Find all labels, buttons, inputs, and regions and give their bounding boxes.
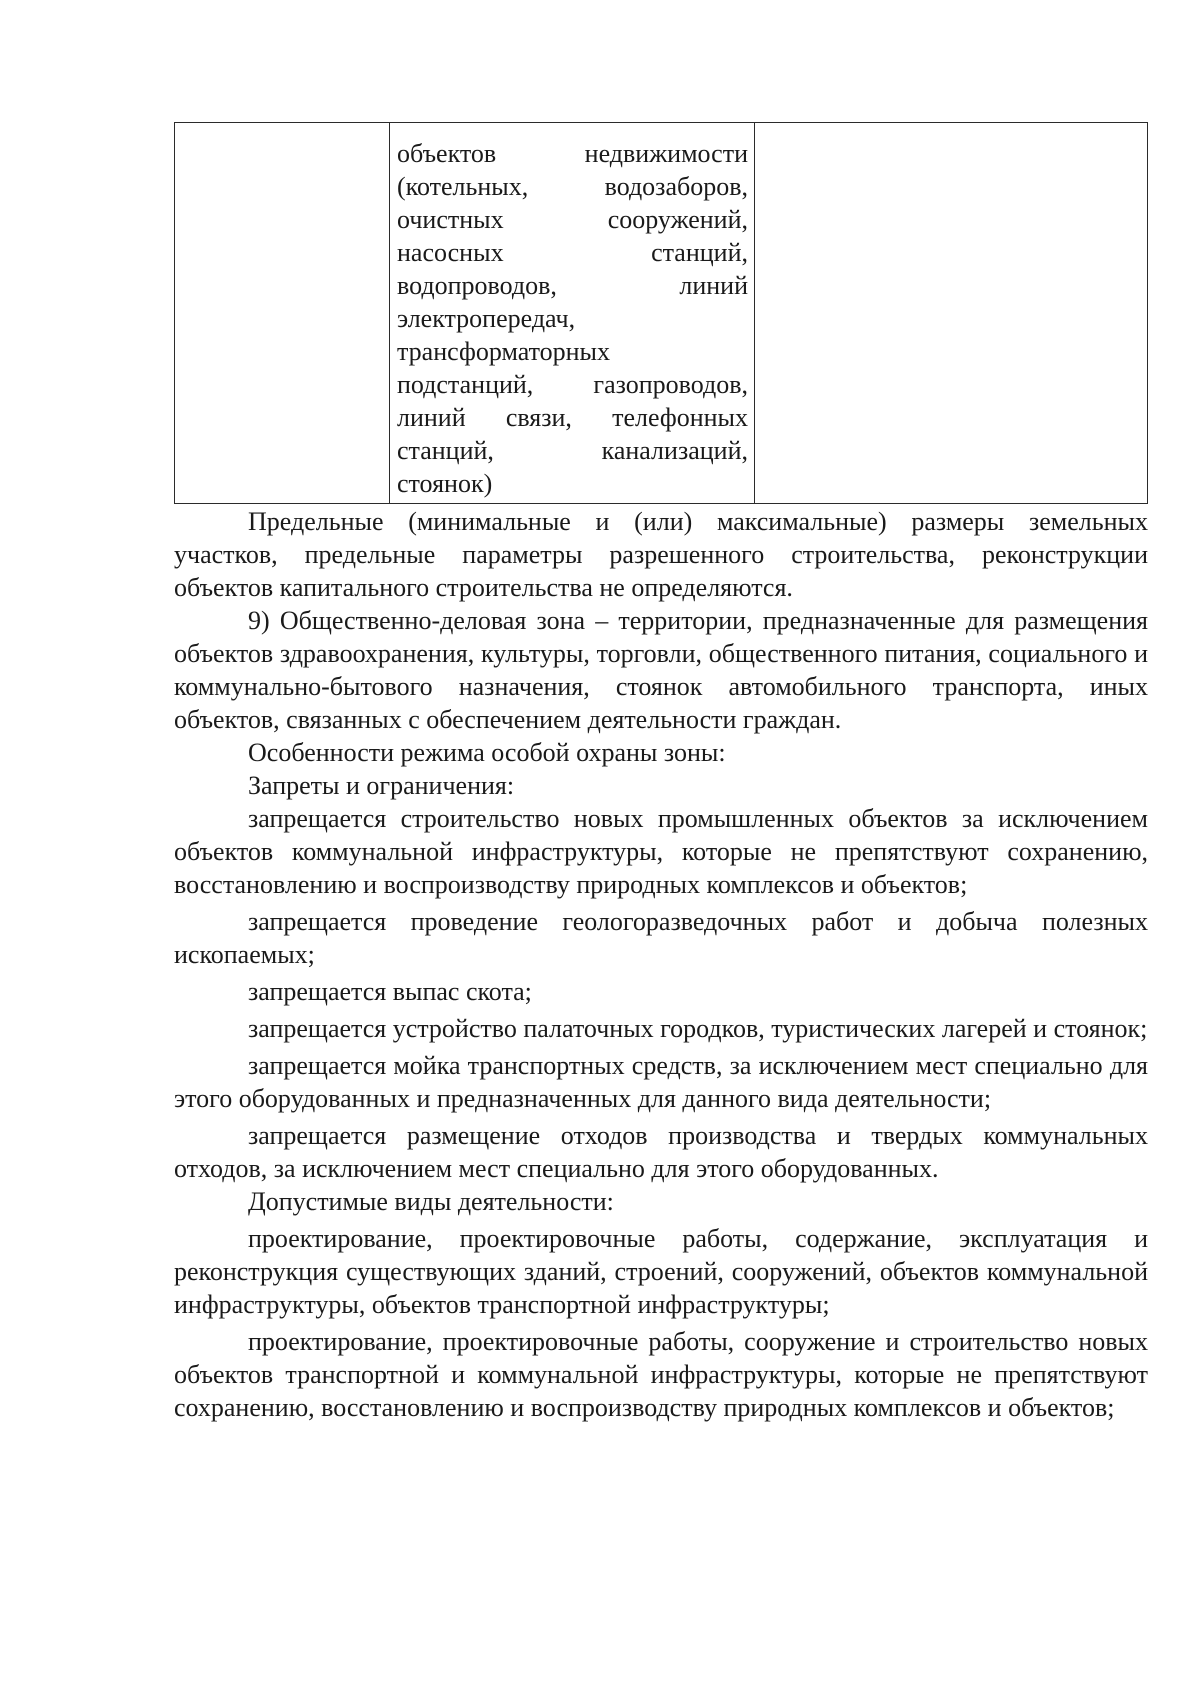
table-cell-word: насосных	[397, 238, 504, 267]
table-cell-line	[397, 137, 748, 170]
paragraph-permitted-construction: проектирование, проектировочные работы, сооружение и строительство новых объектов транспортной и коммунальной инфраструктуры, которые не препятствуют сохранению, восстановлению и воспроизводству природных комплексов и объектов;	[174, 1327, 1148, 1422]
table-cell-word: водозаборов,	[604, 172, 748, 201]
table-cell-word: газопроводов,	[593, 370, 748, 399]
table-cell-word: линий	[397, 403, 466, 432]
table-cell-line	[397, 269, 748, 302]
table-cell-word: очистных	[397, 205, 504, 234]
table-cell-word: объектов	[397, 139, 497, 168]
zone-table	[174, 122, 1148, 504]
table-cell-word: станций,	[397, 436, 494, 465]
table-cell-line	[397, 335, 748, 368]
table-cell-line	[397, 302, 748, 335]
table-cell-objects	[390, 123, 755, 504]
table-cell-line	[397, 467, 748, 500]
table-cell-word: линий	[679, 271, 748, 300]
table-cell-word: недвижимости	[584, 139, 748, 168]
paragraph-prohibition-waste: запрещается размещение отходов производства и твердых коммунальных отходов, за исключением мест специально для этого оборудованных.	[174, 1121, 1148, 1183]
paragraph-prohibition-geology: запрещается проведение геологоразведочных работ и добыча полезных ископаемых;	[174, 907, 1148, 969]
table-cell-word: трансформаторных	[397, 337, 610, 366]
table-cell-word: канализаций,	[601, 436, 748, 465]
table-cell-word: станций,	[651, 238, 748, 267]
table-cell-line	[397, 401, 748, 434]
table-cell-line	[397, 434, 748, 467]
table-cell-text	[397, 137, 748, 500]
table-cell-word: электропередач,	[397, 304, 576, 333]
paragraph-protection-regime-heading: Особенности режима особой охраны зоны:	[248, 738, 726, 767]
paragraph-permitted-maintenance: проектирование, проектировочные работы, содержание, эксплуатация и реконструкция существующих зданий, строений, сооружений, объектов коммунальной инфраструктуры, объектов транспортной инфраструктуры;	[174, 1224, 1148, 1319]
table-cell-line	[397, 170, 748, 203]
table-row	[175, 123, 1148, 504]
table-cell-word: сооружений,	[607, 205, 748, 234]
paragraph-zone-9-definition: 9) Общественно-деловая зона – территории, предназначенные для размещения объектов здравоохранения, культуры, торговли, общественного питания, социального и коммунально-бытового назначения, стоянок автомобильного транспорта, иных объектов, связанных с обеспечением деятельности граждан.	[174, 606, 1148, 734]
table-cell-word: водопроводов,	[397, 271, 557, 300]
paragraph-prohibition-grazing: запрещается выпас скота;	[248, 977, 532, 1006]
table-cell-line	[397, 368, 748, 401]
paragraph-size-limits: Предельные (минимальные и (или) максимальные) размеры земельных участков, предельные параметры разрешенного строительства, реконструкции объектов капитального строительства не определяются.	[174, 507, 1148, 602]
table-cell-line	[397, 236, 748, 269]
table-cell-word: связи,	[505, 403, 572, 432]
table-cell-line	[397, 203, 748, 236]
table-cell-empty-left	[175, 123, 390, 504]
table-cell-word: стоянок)	[397, 469, 493, 498]
paragraph-prohibitions-heading: Запреты и ограничения:	[248, 771, 515, 800]
paragraph-prohibition-camps: запрещается устройство палаточных городков, туристических лагерей и стоянок;	[248, 1014, 1148, 1043]
paragraph-permitted-heading: Допустимые виды деятельности:	[248, 1187, 614, 1216]
paragraph-prohibition-industrial: запрещается строительство новых промышленных объектов за исключением объектов коммунальной инфраструктуры, которые не препятствуют сохранению, восстановлению и воспроизводству природных комплексов и объектов;	[174, 804, 1148, 899]
document-body	[174, 505, 1148, 1424]
table-cell-word: телефонных	[612, 403, 748, 432]
table-cell-empty-right	[755, 123, 1148, 504]
table-cell-word: (котельных,	[397, 172, 529, 201]
paragraph-prohibition-car-wash: запрещается мойка транспортных средств, за исключением мест специально для этого оборудованных и предназначенных для данного вида деятельности;	[174, 1051, 1148, 1113]
table-cell-word: подстанций,	[397, 370, 534, 399]
